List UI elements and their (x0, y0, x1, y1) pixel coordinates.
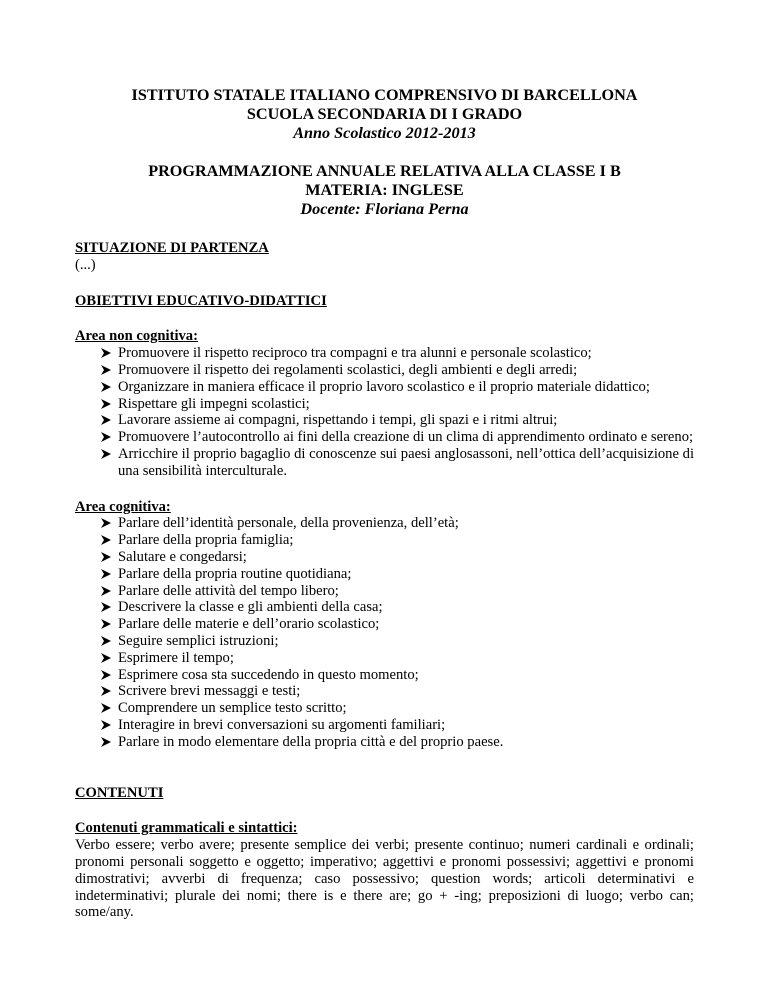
school-year: Anno Scolastico 2012-2013 (293, 124, 476, 142)
list-item-text: Organizzare in maniera efficace il proprio lavoro scolastico e il proprio materiale didattico; (118, 378, 650, 395)
list-item-text: Parlare delle attività del tempo libero; (118, 582, 339, 599)
school-level: SCUOLA SECONDARIA DI I GRADO (246, 105, 523, 123)
list-item (75, 396, 694, 413)
list-item-text: Arricchire il proprio bagaglio di conoscenze sui paesi anglosassoni, nell’ottica dell’acquisizione di una sensibilità interculturale. (118, 445, 694, 479)
list-item-text: Promuovere il rispetto dei regolamenti scolastici, degli ambienti e degli arredi; (118, 361, 578, 378)
section-obiettivi (75, 293, 694, 751)
arrowhead-bullet-icon (100, 599, 112, 615)
list-item-text: Promuovere l’autocontrollo ai fini della creazione di un clima di apprendimento ordinato e sereno; (118, 429, 694, 446)
list-item-text: Lavorare assieme ai compagni, rispettando i tempi, gli spazi e i ritmi altrui; (118, 412, 558, 429)
arrowhead-bullet-icon (100, 362, 112, 378)
arrowhead-bullet-icon (100, 396, 112, 412)
list-item-text: Promuovere il rispetto reciproco tra compagni e tra alunni e personale scolastico; (118, 345, 592, 362)
list-item (75, 633, 694, 650)
area-cognitiva-list (75, 515, 694, 750)
list-item (75, 379, 694, 396)
arrowhead-bullet-icon (100, 566, 112, 582)
list-item-text: Interagire in brevi conversazioni su argomenti familiari; (118, 716, 446, 733)
list-item-text: Parlare della propria famiglia; (118, 532, 294, 549)
area-non-cognitiva-title: Area non cognitiva: (75, 328, 198, 345)
list-item (75, 583, 694, 600)
grammaticali-text: Verbo essere; verbo avere; presente semplice dei verbi; presente continuo; numeri cardinali e ordinali; pronomi personali soggetto e oggetto; imperativo; aggettivi e pronomi possessivi; aggettivi e pronomi dimostrativi; avverbi di frequenza; caso possessivo; question words; articoli determinativi e indeterminativi; plurale dei nomi; there is e there are; go + -ing; preposizioni di luogo; verbo can; some/any. (75, 837, 694, 921)
list-item (75, 599, 694, 616)
arrowhead-bullet-icon (100, 549, 112, 565)
arrowhead-bullet-icon (100, 429, 112, 445)
arrowhead-bullet-icon (100, 700, 112, 716)
list-item-text: Comprendere un semplice testo scritto; (118, 700, 347, 717)
list-item (75, 683, 694, 700)
list-item-text: Parlare delle materie e dell’orario scolastico; (118, 616, 380, 633)
list-item (75, 700, 694, 717)
document-page (75, 86, 694, 921)
program-teacher: Docente: Floriana Perna (300, 200, 469, 218)
list-item (75, 362, 694, 379)
arrowhead-bullet-icon (100, 515, 112, 531)
list-item-text: Esprimere il tempo; (118, 649, 234, 666)
arrowhead-bullet-icon (100, 633, 112, 649)
list-item (75, 446, 694, 480)
arrowhead-bullet-icon (100, 345, 112, 361)
arrowhead-bullet-icon (100, 717, 112, 733)
list-item-text: Descrivere la classe e gli ambienti della casa; (118, 599, 383, 616)
arrowhead-bullet-icon (100, 616, 112, 632)
list-item-text: Esprimere cosa sta succedendo in questo momento; (118, 666, 419, 683)
arrowhead-bullet-icon (100, 446, 112, 462)
list-item (75, 650, 694, 667)
list-item (75, 566, 694, 583)
area-non-cognitiva-list (75, 345, 694, 479)
list-item-text: Seguire semplici istruzioni; (118, 632, 279, 649)
contenuti-title: CONTENUTI (75, 784, 164, 801)
arrowhead-bullet-icon (100, 583, 112, 599)
program-title: PROGRAMMAZIONE ANNUALE RELATIVA ALLA CLASSE I B (148, 162, 621, 180)
arrowhead-bullet-icon (100, 734, 112, 750)
situazione-text: (...) (75, 256, 96, 273)
program-subject: MATERIA: INGLESE (305, 181, 464, 199)
list-item-text: Parlare dell’identità personale, della provenienza, dell’età; (118, 515, 459, 532)
arrowhead-bullet-icon (100, 683, 112, 699)
arrowhead-bullet-icon (100, 532, 112, 548)
list-item (75, 429, 694, 446)
grammaticali-title: Contenuti grammaticali e sintattici: (75, 820, 298, 837)
situazione-title: SITUAZIONE DI PARTENZA (75, 240, 269, 256)
obiettivi-title: OBIETTIVI EDUCATIVO-DIDATTICI (75, 292, 327, 309)
section-contenuti (75, 785, 694, 922)
program-header (75, 162, 694, 219)
list-item (75, 515, 694, 532)
arrowhead-bullet-icon (100, 412, 112, 428)
school-header (75, 86, 694, 143)
area-cognitiva-title: Area cognitiva: (75, 498, 171, 515)
list-item (75, 734, 694, 751)
list-item-text: Parlare della propria routine quotidiana; (118, 565, 352, 582)
list-item-text: Salutare e congedarsi; (118, 548, 247, 565)
arrowhead-bullet-icon (100, 667, 112, 683)
list-item (75, 345, 694, 362)
school-name: ISTITUTO STATALE ITALIANO COMPRENSIVO DI BARCELLONA (131, 86, 638, 104)
list-item (75, 532, 694, 549)
arrowhead-bullet-icon (100, 379, 112, 395)
list-item (75, 412, 694, 429)
list-item-text: Rispettare gli impegni scolastici; (118, 395, 310, 412)
list-item (75, 667, 694, 684)
list-item-text: Parlare in modo elementare della propria città e del proprio paese. (118, 733, 504, 750)
list-item (75, 549, 694, 566)
list-item (75, 717, 694, 734)
list-item-text: Scrivere brevi messaggi e testi; (118, 683, 301, 700)
section-situazione (75, 240, 694, 274)
list-item (75, 616, 694, 633)
arrowhead-bullet-icon (100, 650, 112, 666)
